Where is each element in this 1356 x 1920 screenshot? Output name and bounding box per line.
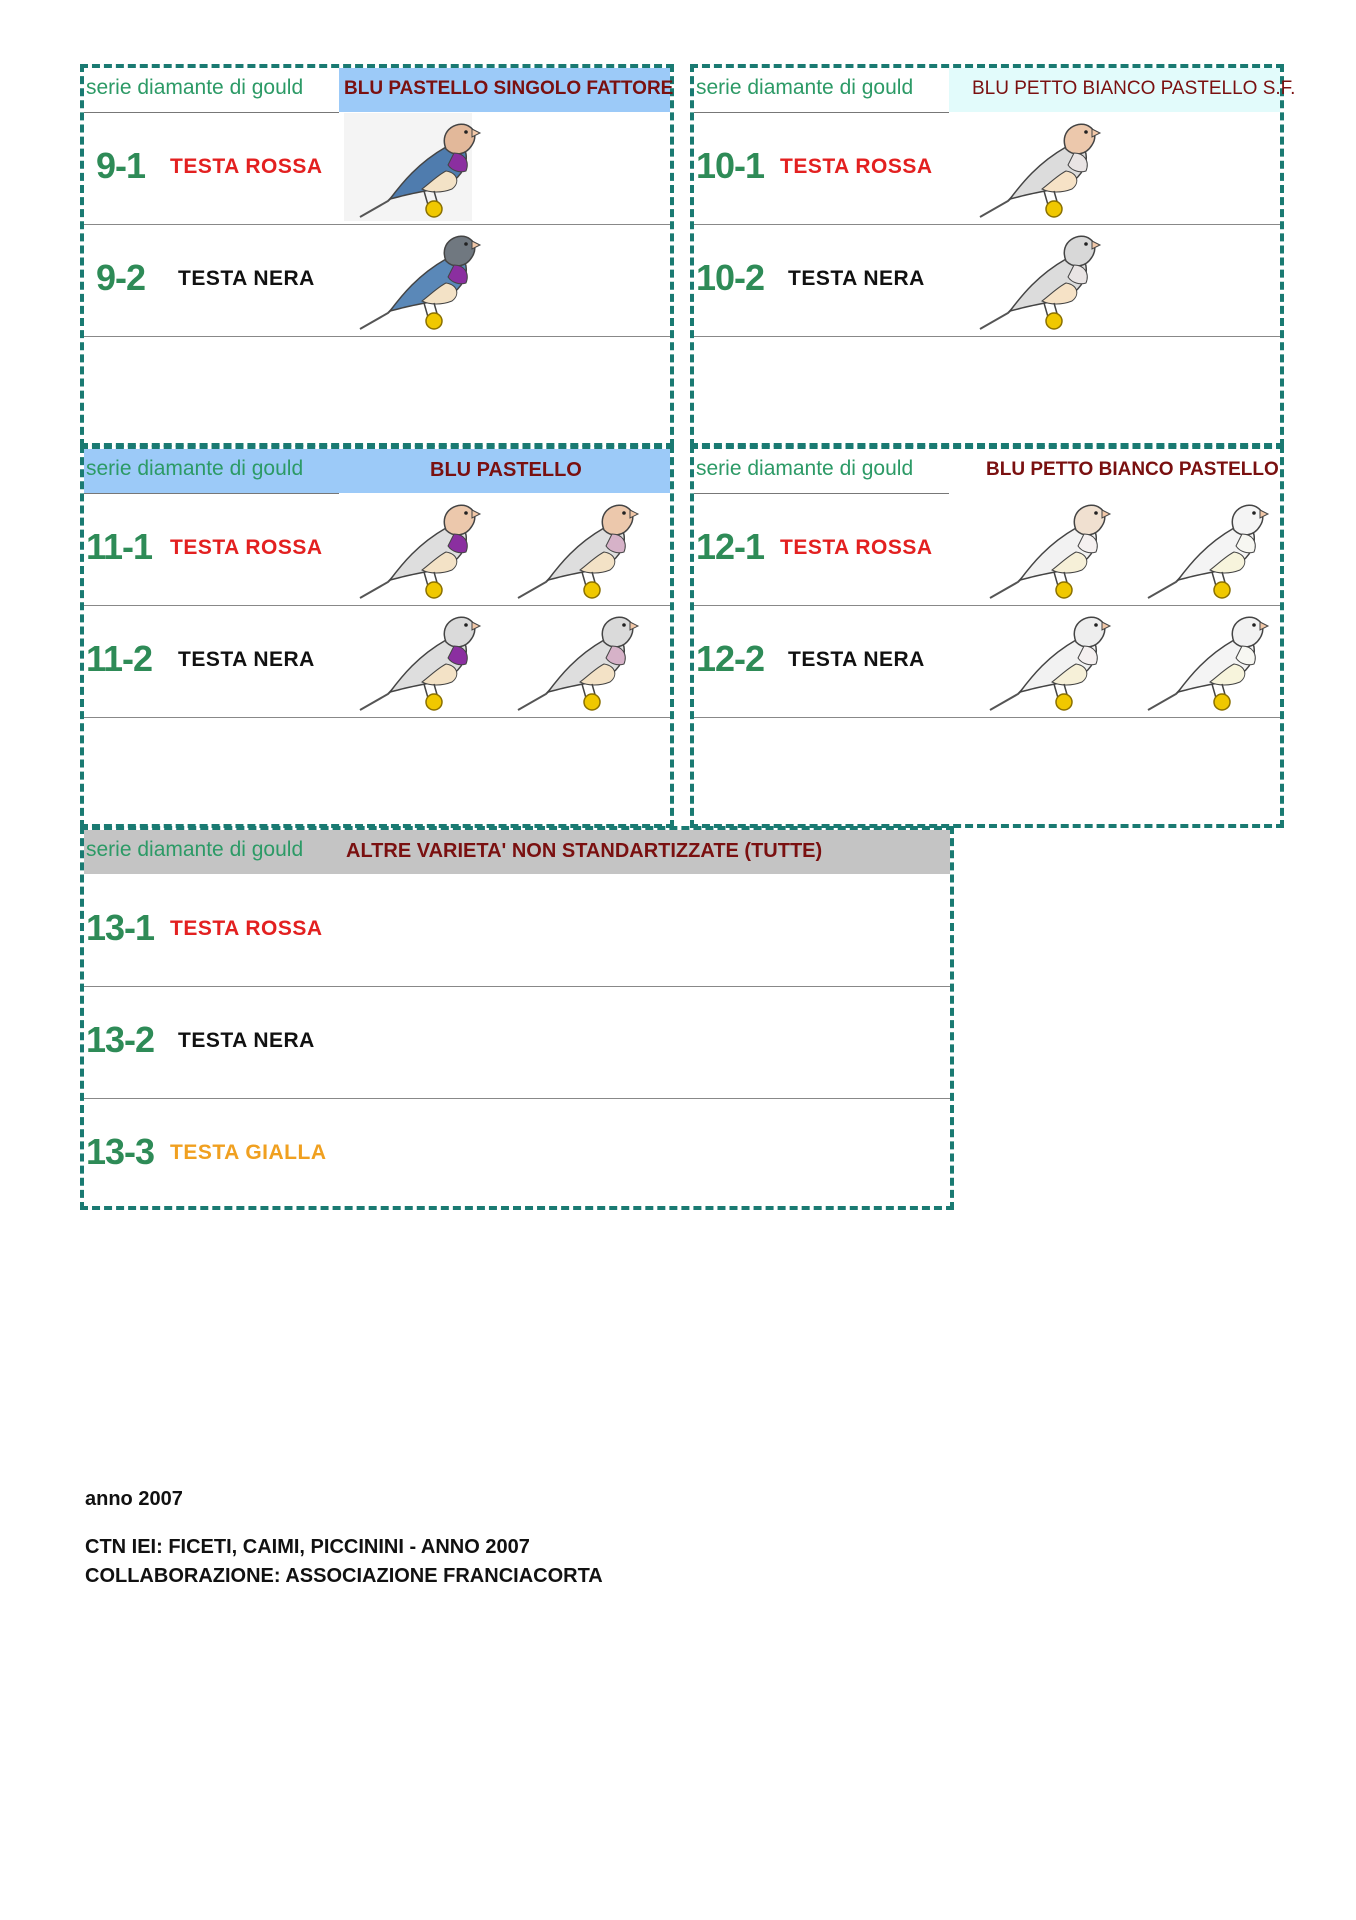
head-label: TESTA ROSSA: [780, 536, 933, 559]
table-row: [84, 875, 950, 987]
section-title: BLU PASTELLO SINGOLO FATTORE: [344, 78, 674, 99]
section-header: [84, 449, 670, 493]
head-label: TESTA ROSSA: [780, 155, 933, 178]
serie-label: serie diamante di gould: [86, 838, 304, 861]
bird-image: [500, 494, 640, 606]
bird-image: [1130, 494, 1270, 606]
head-label: TESTA NERA: [178, 1029, 315, 1052]
head-label: TESTA ROSSA: [170, 536, 323, 559]
head-label: TESTA ROSSA: [170, 917, 323, 940]
serie-label: serie diamante di gould: [696, 76, 914, 99]
section-10: [690, 64, 1296, 447]
bird-image: [500, 606, 640, 718]
class-code: 13-2: [86, 1019, 155, 1060]
table-row: [84, 1099, 950, 1211]
bird-image: [342, 113, 482, 225]
serie-label: serie diamante di gould: [696, 457, 914, 480]
table-row: [84, 113, 670, 225]
section-12: [690, 445, 1284, 828]
head-label: TESTA ROSSA: [170, 155, 323, 178]
bird-image: [342, 494, 482, 606]
serie-label: serie diamante di gould: [86, 457, 304, 480]
bird-image: [962, 113, 1102, 225]
class-code: 9-2: [96, 257, 146, 298]
section-11: [80, 445, 674, 828]
serie-label: serie diamante di gould: [86, 76, 304, 99]
class-code: 13-3: [86, 1131, 155, 1172]
table-row: [694, 606, 1280, 718]
bird-image: [972, 606, 1112, 718]
bird-image: [962, 225, 1102, 337]
table-row: [84, 606, 670, 718]
head-label: TESTA NERA: [178, 648, 315, 671]
bird-image: [342, 606, 482, 718]
table-row: [84, 987, 950, 1099]
class-code: 11-2: [86, 638, 153, 679]
section-header: [694, 449, 1280, 493]
bird-image: [972, 494, 1112, 606]
section-header: [84, 68, 674, 112]
class-code: 9-1: [96, 145, 146, 186]
section-9: [80, 64, 674, 447]
table-row: [84, 494, 670, 606]
bird-image: [342, 225, 482, 337]
section-title: ALTRE VARIETA' NON STANDARTIZZATE (TUTTE): [346, 840, 823, 862]
section-13: [80, 826, 954, 1210]
class-code: 12-2: [696, 638, 765, 679]
footer-year: anno 2007: [85, 1488, 183, 1510]
class-code: 13-1: [86, 907, 155, 948]
head-label: TESTA NERA: [178, 267, 315, 290]
footer-credits: CTN IEI: FICETI, CAIMI, PICCININI - ANNO 2007: [85, 1536, 530, 1558]
class-code: 10-2: [696, 257, 765, 298]
head-label: TESTA GIALLA: [170, 1141, 327, 1164]
footer-collaboration: COLLABORAZIONE: ASSOCIAZIONE FRANCIACORTA: [85, 1565, 603, 1587]
table-row: [694, 225, 1280, 337]
section-header: [694, 68, 1296, 112]
table-row: [694, 494, 1280, 606]
table-row: [694, 113, 1280, 225]
table-row: [84, 225, 670, 337]
head-label: TESTA NERA: [788, 648, 925, 671]
class-code: 10-1: [696, 145, 765, 186]
class-code: 12-1: [696, 526, 765, 567]
section-title: BLU PETTO BIANCO PASTELLO: [986, 459, 1279, 480]
section-title: BLU PASTELLO: [430, 459, 582, 481]
head-label: TESTA NERA: [788, 267, 925, 290]
section-title: BLU PETTO BIANCO PASTELLO S.F.: [972, 78, 1296, 99]
bird-image: [1130, 606, 1270, 718]
class-code: 11-1: [86, 526, 153, 567]
section-header: [84, 830, 950, 874]
